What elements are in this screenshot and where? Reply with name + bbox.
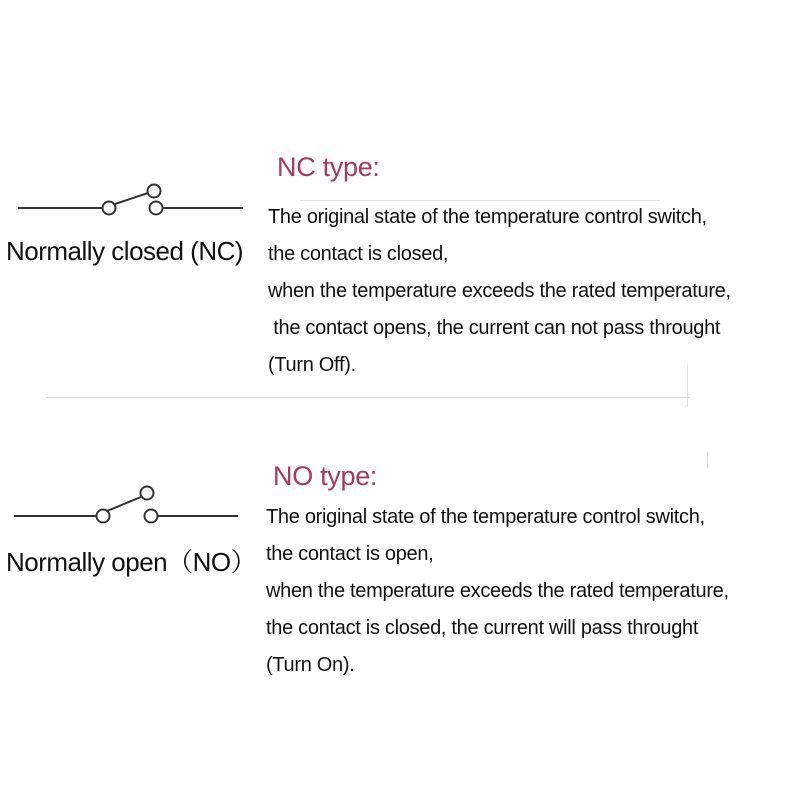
- no-heading: NO type:: [273, 461, 378, 491]
- nc-description: [268, 199, 731, 384]
- nc-lower-contact: [150, 202, 163, 215]
- nc-line-1: The original state of the temperature control switch,: [268, 206, 707, 228]
- nc-left-terminal: [103, 202, 116, 215]
- nc-heading: NC type:: [277, 152, 380, 182]
- nc-line-2: the contact is closed,: [268, 243, 449, 265]
- no-switch-symbol: [0, 478, 260, 538]
- no-line-3: when the temperature exceeds the rated temperature,: [266, 580, 729, 602]
- section-divider: [46, 397, 690, 398]
- nc-line-3: when the temperature exceeds the rated temperature,: [268, 280, 731, 302]
- no-symbol-label: Normally open（NO）: [6, 547, 257, 577]
- nc-symbol-label: Normally closed (NC): [6, 236, 244, 266]
- no-description: [266, 499, 729, 684]
- no-lower-contact: [145, 510, 158, 523]
- nc-upper-contact: [148, 185, 161, 198]
- nc-line-4: the contact opens, the current can not pass throught: [268, 317, 721, 339]
- nc-switch-symbol: [0, 170, 260, 230]
- nc-line-5: (Turn Off).: [268, 354, 356, 376]
- nc-contact-arm: [115, 193, 148, 204]
- no-line-4: the contact is closed, the current will pass throught: [266, 617, 699, 639]
- no-line-2: the contact is open,: [266, 543, 434, 565]
- no-edge-mark: [707, 452, 708, 468]
- no-line-1: The original state of the temperature control switch,: [266, 506, 705, 528]
- no-line-5: (Turn On).: [266, 654, 355, 676]
- no-upper-contact: [141, 487, 154, 500]
- no-contact-arm: [107, 497, 141, 511]
- no-left-terminal: [97, 510, 110, 523]
